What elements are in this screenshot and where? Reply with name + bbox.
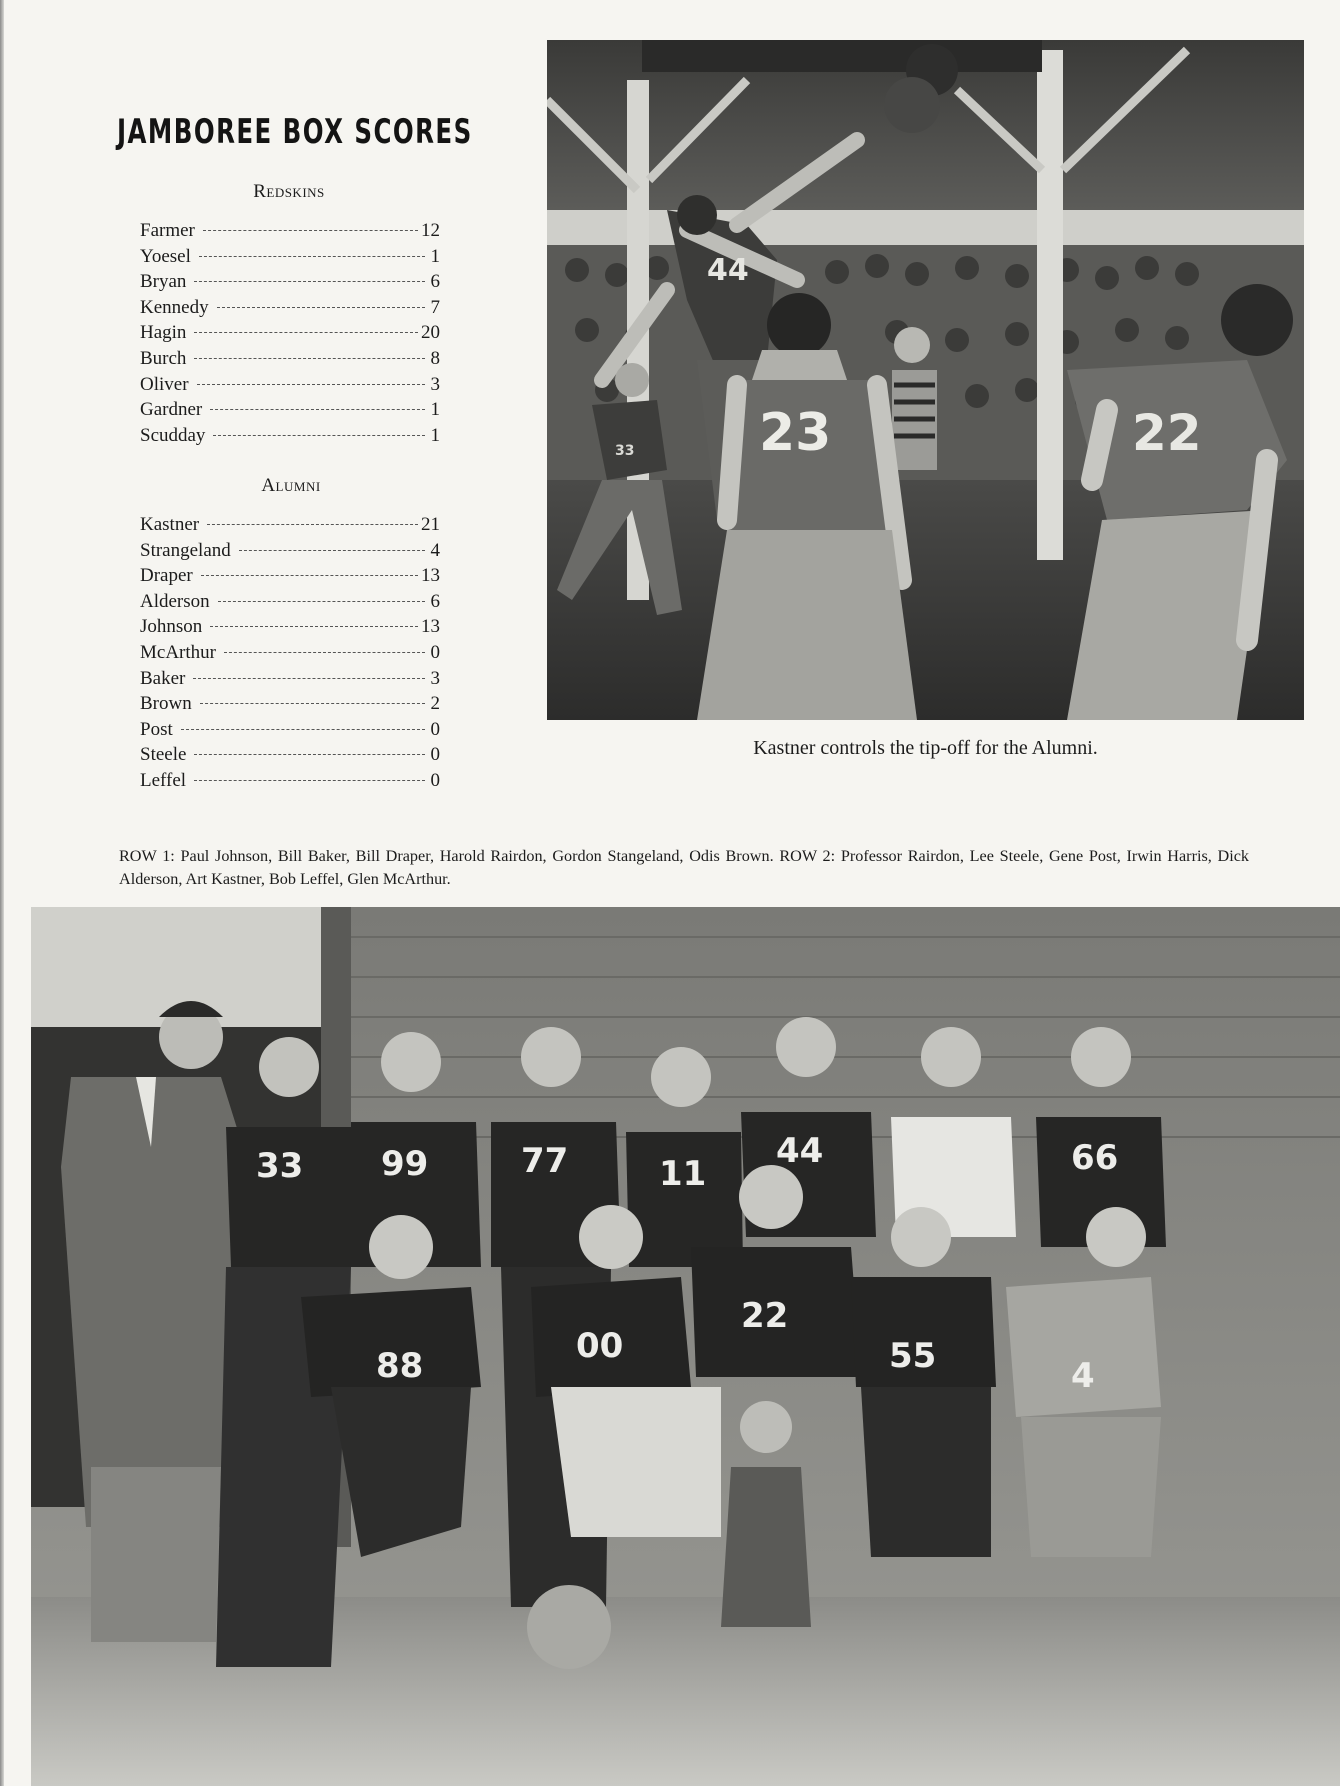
alumni-score-row — [140, 768, 440, 794]
redskins-score-row — [140, 244, 440, 270]
tipoff-photo-caption: Kastner controls the tip-off for the Alumni. — [753, 737, 1098, 759]
dotted-leader — [193, 678, 425, 679]
redskins-player-name: Kennedy — [140, 296, 209, 318]
dotted-leader — [194, 281, 425, 282]
dotted-leader — [217, 307, 425, 308]
jersey-number-33: 33 — [615, 443, 635, 459]
redskins-player-name: Gardner — [140, 399, 203, 421]
redskins-score-row — [140, 320, 440, 346]
alumni-score-row — [140, 512, 440, 538]
redskins-player-points: 3 — [430, 373, 440, 395]
alumni-player-points: 3 — [430, 667, 440, 689]
dotted-leader — [194, 358, 425, 359]
alumni-score-row — [140, 589, 440, 615]
redskins-player-points: 1 — [430, 245, 440, 267]
redskins-player-name: Oliver — [140, 373, 189, 395]
tipoff-photo-graphic — [547, 40, 1304, 720]
redskins-score-row — [140, 397, 440, 423]
alumni-player-points: 13 — [421, 616, 440, 638]
dotted-leader — [210, 626, 418, 627]
alumni-score-row — [140, 742, 440, 768]
jersey-number-33: 33 — [256, 1146, 304, 1186]
alumni-player-points: 0 — [430, 769, 440, 791]
redskins-score-row — [140, 372, 440, 398]
dotted-leader — [197, 384, 425, 385]
redskins-score-row — [140, 269, 440, 295]
alumni-score-row — [140, 640, 440, 666]
alumni-score-list — [140, 512, 440, 794]
team-roster-caption: ROW 1: Paul Johnson, Bill Baker, Bill Draper, Harold Rairdon, Gordon Stangeland, Odis Brown. ROW 2: Professor Rairdon, Lee Steele, Gene Post, Irwin Harris, Dick Alderson, Art Kastner, Bob Leffel, Glen McArthur. — [119, 847, 1249, 888]
jersey-number-00: 00 — [576, 1326, 624, 1366]
jersey-number-55: 55 — [889, 1336, 937, 1376]
jersey-number-66: 66 — [1071, 1138, 1119, 1178]
jersey-number-44: 44 — [707, 253, 749, 288]
jersey-number-11: 11 — [659, 1154, 707, 1194]
redskins-player-points: 1 — [430, 424, 440, 446]
jersey-number-23: 23 — [759, 403, 832, 463]
jersey-number-22: 22 — [741, 1296, 789, 1336]
alumni-player-name: Johnson — [140, 616, 203, 638]
alumni-player-points: 0 — [430, 718, 440, 740]
alumni-score-row — [140, 538, 440, 564]
team-photo-graphic — [31, 907, 1340, 1786]
alumni-player-name: Post — [140, 718, 173, 740]
alumni-player-name: Strangeland — [140, 539, 231, 561]
redskins-player-name: Yoesel — [140, 245, 191, 267]
alumni-score-row — [140, 691, 440, 717]
alumni-player-name: Alderson — [140, 590, 210, 612]
page-title: JAMBOREE BOX SCORES — [117, 112, 473, 152]
alumni-player-points: 0 — [430, 744, 440, 766]
redskins-heading: Redskins — [253, 181, 325, 202]
dotted-leader — [218, 601, 425, 602]
dotted-leader — [203, 230, 418, 231]
alumni-score-row — [140, 666, 440, 692]
alumni-player-name: Leffel — [140, 769, 187, 791]
redskins-score-row — [140, 423, 440, 449]
alumni-score-row — [140, 717, 440, 743]
redskins-player-name: Burch — [140, 347, 187, 369]
tipoff-photo — [547, 40, 1304, 720]
redskins-score-list — [140, 218, 440, 448]
alumni-player-points: 2 — [430, 693, 440, 715]
dotted-leader — [199, 256, 425, 257]
redskins-player-name: Bryan — [140, 271, 187, 293]
redskins-player-points: 8 — [430, 347, 440, 369]
jersey-number-44: 44 — [776, 1131, 824, 1171]
dotted-leader — [213, 435, 425, 436]
redskins-player-points: 7 — [430, 296, 440, 318]
alumni-player-points: 0 — [430, 641, 440, 663]
page-spine-shadow — [0, 0, 4, 1786]
dotted-leader — [201, 575, 418, 576]
dotted-leader — [200, 703, 425, 704]
redskins-player-points: 12 — [421, 220, 440, 241]
dotted-leader — [224, 652, 425, 653]
alumni-player-points: 13 — [421, 565, 440, 587]
dotted-leader — [194, 780, 425, 781]
jersey-number-22: 22 — [1132, 404, 1202, 462]
alumni-player-name: Steele — [140, 744, 187, 766]
alumni-player-points: 21 — [421, 514, 440, 535]
redskins-player-name: Scudday — [140, 424, 206, 446]
dotted-leader — [207, 524, 418, 525]
redskins-player-points: 6 — [430, 271, 440, 293]
dotted-leader — [194, 332, 418, 333]
alumni-score-row — [140, 614, 440, 640]
alumni-player-name: Brown — [140, 693, 192, 715]
dotted-leader — [194, 754, 425, 755]
redskins-score-row — [140, 346, 440, 372]
alumni-player-name: Draper — [140, 565, 193, 587]
alumni-heading: Alumni — [261, 475, 321, 496]
dotted-leader — [239, 550, 425, 551]
alumni-player-name: Kastner — [140, 514, 200, 535]
dotted-leader — [181, 729, 425, 730]
redskins-score-row — [140, 218, 440, 244]
jersey-number-4: 4 — [1071, 1356, 1095, 1396]
redskins-player-name: Farmer — [140, 220, 195, 241]
jersey-number-99: 99 — [381, 1144, 429, 1184]
redskins-score-row — [140, 295, 440, 321]
redskins-player-points: 1 — [430, 399, 440, 421]
redskins-player-points: 20 — [421, 322, 440, 344]
jersey-number-88: 88 — [376, 1346, 424, 1386]
alumni-player-name: McArthur — [140, 641, 216, 663]
alumni-player-points: 6 — [430, 590, 440, 612]
alumni-player-points: 4 — [430, 539, 440, 561]
team-photo — [31, 907, 1340, 1786]
redskins-player-name: Hagin — [140, 322, 187, 344]
dotted-leader — [210, 409, 425, 410]
jersey-number-77: 77 — [521, 1141, 569, 1181]
alumni-score-row — [140, 563, 440, 589]
alumni-player-name: Baker — [140, 667, 186, 689]
